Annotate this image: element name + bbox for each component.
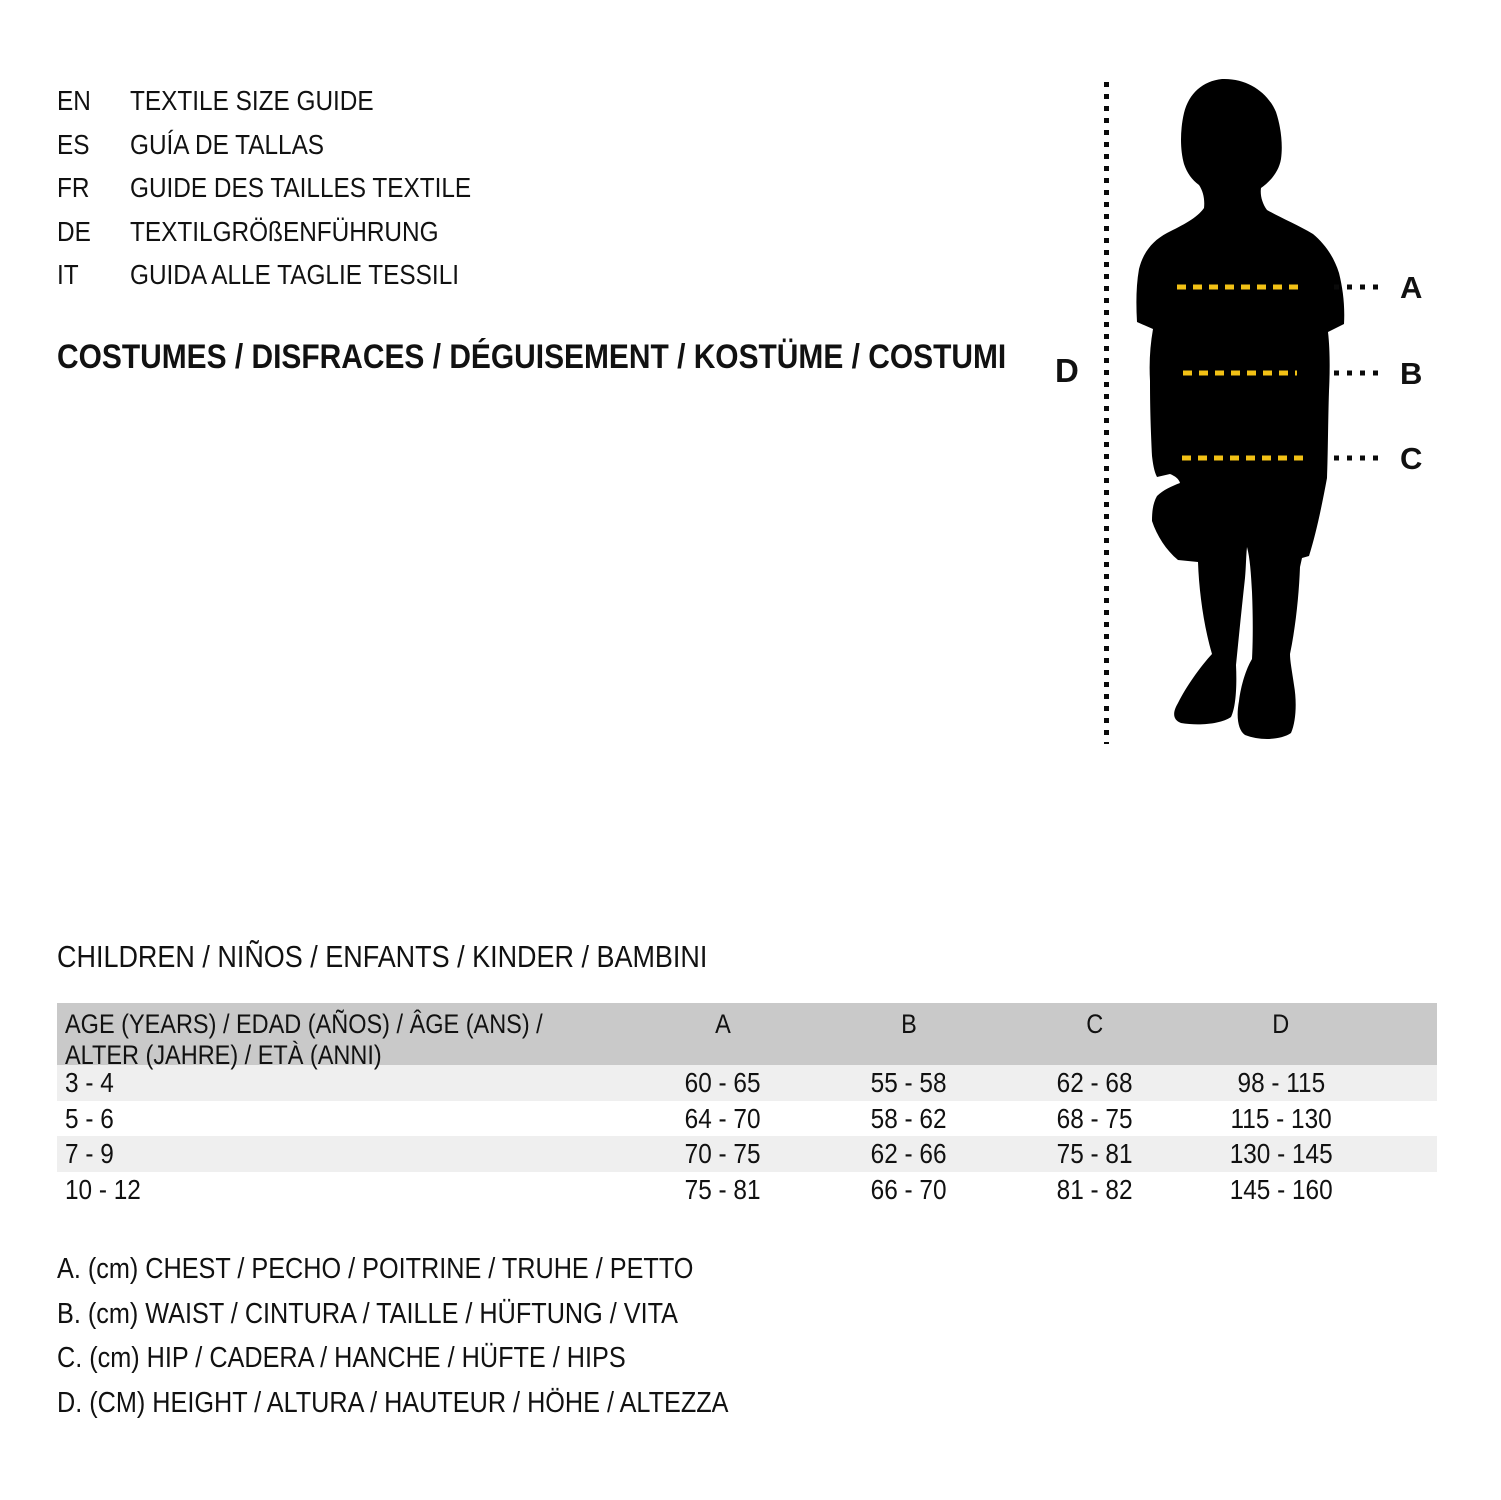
chest-cell: 60 - 65 <box>685 1067 761 1098</box>
section-title: CHILDREN / NIÑOS / ENFANTS / KINDER / BAMBINI <box>57 939 708 974</box>
language-code: DE <box>57 215 91 247</box>
column-header-c: C <box>1086 1009 1104 1039</box>
legend-height: D. (CM) HEIGHT / ALTURA / HAUTEUR / HÖHE / ALTEZZA <box>57 1386 729 1419</box>
language-row-de <box>57 210 522 254</box>
hip-cell: 81 - 82 <box>1057 1173 1133 1205</box>
chest-cell: 64 - 70 <box>685 1102 761 1134</box>
chest-cell: 70 - 75 <box>685 1138 761 1169</box>
legend-chest: A. (cm) CHEST / PECHO / POITRINE / TRUHE / PETTO <box>57 1253 694 1285</box>
column-header-a: A <box>715 1009 731 1039</box>
language-list <box>57 79 522 297</box>
column-header-b: B <box>901 1009 917 1039</box>
language-title: GUIDE DES TAILLES TEXTILE <box>130 172 472 203</box>
table-row <box>57 1136 1437 1172</box>
language-row-fr <box>57 166 522 210</box>
language-code: EN <box>57 85 91 116</box>
age-cell: 3 - 4 <box>65 1067 114 1098</box>
age-cell: 5 - 6 <box>65 1102 114 1134</box>
hip-cell: 75 - 81 <box>1057 1138 1133 1169</box>
height-cell: 145 - 160 <box>1229 1173 1333 1205</box>
age-cell: 7 - 9 <box>65 1138 114 1169</box>
age-header-cell: AGE (YEARS) / EDAD (AÑOS) / ÂGE (ANS) / ALTER (JAHRE) / ETÀ (ANNI) <box>65 1009 543 1070</box>
age-cell: 10 - 12 <box>65 1173 141 1205</box>
hip-cell: 62 - 68 <box>1057 1067 1133 1098</box>
measurement-legend <box>57 1247 829 1425</box>
child-silhouette <box>1136 79 1344 739</box>
hip-label: C <box>1400 441 1423 476</box>
height-cell: 130 - 145 <box>1229 1138 1333 1169</box>
language-row-es <box>57 123 522 167</box>
height-label: D <box>1055 352 1079 389</box>
language-code: ES <box>57 128 90 160</box>
language-row-en <box>57 79 522 123</box>
column-header-d: D <box>1272 1009 1290 1039</box>
language-title: TEXTILGRÖßENFÜHRUNG <box>130 215 439 247</box>
language-code: IT <box>57 259 79 290</box>
language-title: TEXTILE SIZE GUIDE <box>130 85 374 116</box>
category-title: COSTUMES / DISFRACES / DÉGUISEMENT / KOSTÜME / COSTUMI <box>57 338 1007 376</box>
legend-hip: C. (cm) HIP / CADERA / HANCHE / HÜFTE / HIPS <box>57 1342 626 1374</box>
language-code: FR <box>57 172 90 203</box>
chest-label: A <box>1400 270 1423 305</box>
waist-cell: 58 - 62 <box>871 1102 947 1134</box>
height-cell: 98 - 115 <box>1237 1067 1325 1098</box>
waist-cell: 66 - 70 <box>871 1173 947 1205</box>
language-title: GUIDA ALLE TAGLIE TESSILI <box>130 259 460 290</box>
table-row <box>57 1101 1437 1137</box>
legend-waist: B. (cm) WAIST / CINTURA / TAILLE / HÜFTUNG / VITA <box>57 1297 679 1330</box>
child-measurement-figure <box>1040 60 1460 760</box>
table-row <box>57 1172 1437 1208</box>
height-cell: 115 - 130 <box>1230 1102 1332 1134</box>
language-title: GUÍA DE TALLAS <box>130 128 325 160</box>
language-row-it <box>57 253 522 297</box>
size-table <box>57 1003 1437 1207</box>
waist-cell: 62 - 66 <box>871 1138 947 1169</box>
hip-cell: 68 - 75 <box>1057 1102 1133 1134</box>
table-header <box>57 1003 1437 1070</box>
waist-cell: 55 - 58 <box>871 1067 947 1098</box>
waist-label: B <box>1400 356 1423 391</box>
chest-cell: 75 - 81 <box>685 1173 761 1205</box>
